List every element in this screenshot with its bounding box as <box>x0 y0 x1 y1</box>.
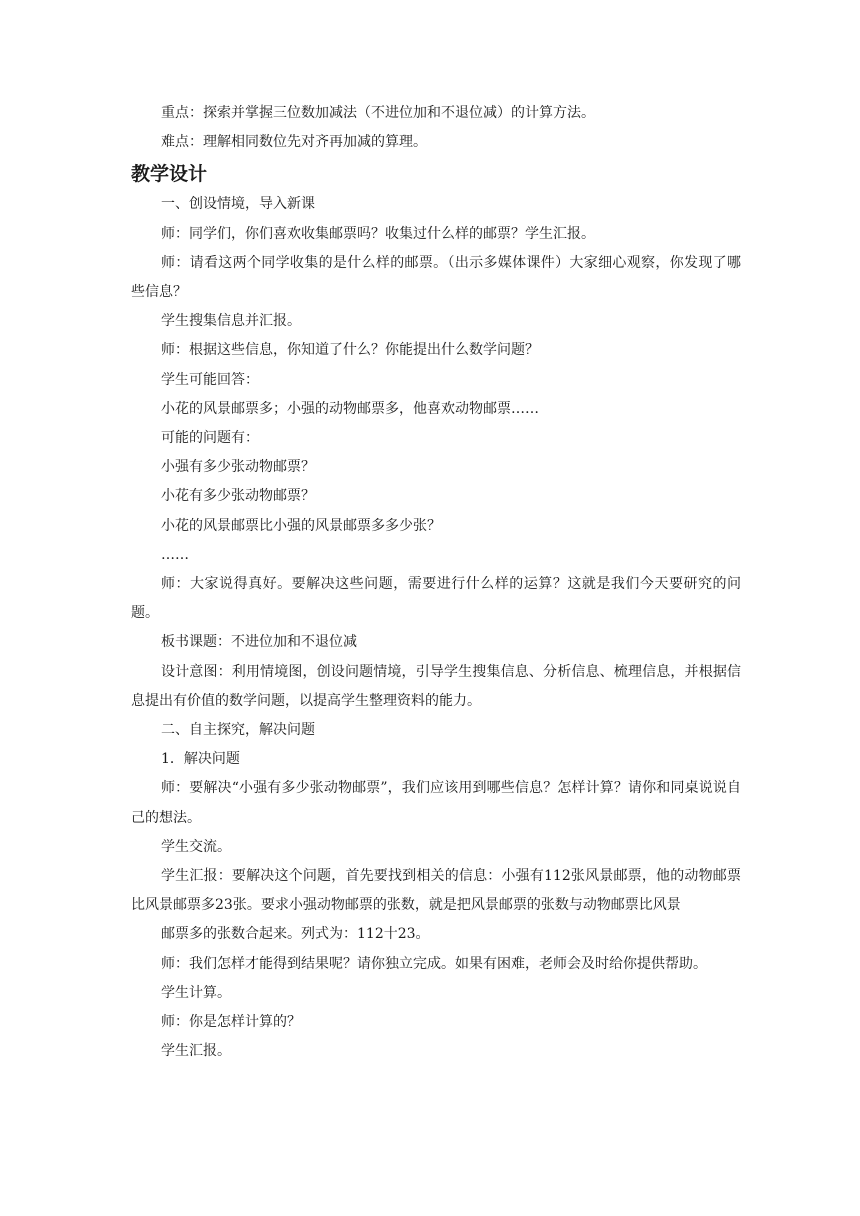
ellipsis-line: …… <box>161 546 189 563</box>
paragraph: 学生汇报：要解决这个问题，首先要找到相关的信息：小强有112张风景邮票，他的动物邮票比风景邮票多23张。要求小强动物邮票的张数，就是把风景邮票的张数与动物邮票比风景 <box>131 868 741 914</box>
section-heading: 教学设计 <box>131 163 208 186</box>
step-heading: 一、创设情境，导入新课 <box>161 196 315 213</box>
paragraph: 师：要解决“小强有多少张动物邮票”，我们应该用到哪些信息？怎样计算？请你和同桌说说自己的想法。 <box>131 780 741 826</box>
question-item: 小强有多少张动物邮票？ <box>161 459 315 476</box>
paragraph: 设计意图：利用情境图，创设问题情境，引导学生搜集信息、分析信息、梳理信息，并根据信息提出有价值的数学问题，以提高学生整理资料的能力。 <box>131 663 741 709</box>
paragraph: 师：同学们，你们喜欢收集邮票吗？收集过什么样的邮票？学生汇报。 <box>161 225 595 242</box>
question-item: 小花有多少张动物邮票？ <box>161 488 315 505</box>
key-point-paragraph: 重点：探索并掌握三位数加减法（不进位加和不退位减）的计算方法。 <box>161 105 595 121</box>
paragraph: 板书课题：不进位加和不退位减 <box>161 634 357 651</box>
paragraph: 师：你是怎样计算的？ <box>161 1014 301 1031</box>
paragraph: 学生可能回答： <box>161 371 259 388</box>
paragraph: 师：根据这些信息，你知道了什么？你能提出什么数学问题？ <box>161 342 539 359</box>
document-body <box>131 99 741 1067</box>
sub-step-heading: 1．解决问题 <box>161 751 240 768</box>
paragraph: 小花的风景邮票多；小强的动物邮票多，他喜欢动物邮票…… <box>161 400 539 417</box>
paragraph: 可能的问题有： <box>161 430 259 447</box>
paragraph: 学生交流。 <box>161 838 231 855</box>
paragraph: 学生汇报。 <box>161 1043 231 1060</box>
paragraph: 学生计算。 <box>161 984 231 1001</box>
paragraph: 邮票多的张数合起来。列式为：112十23。 <box>161 926 430 943</box>
question-item: 小花的风景邮票比小强的风景邮票多多少张？ <box>161 517 441 534</box>
paragraph: 师：请看这两个同学收集的是什么样的邮票。（出示多媒体课件）大家细心观察，你发现了哪些信息？ <box>131 254 741 301</box>
paragraph: 师：大家说得真好。要解决这些问题，需要进行什么样的运算？这就是我们今天要研究的问题。 <box>131 576 741 622</box>
difficulty-paragraph: 难点：理解相同数位先对齐再加减的算理。 <box>161 134 427 151</box>
paragraph: 师：我们怎样才能得到结果呢？请你独立完成。如果有困难，老师会及时给你提供帮助。 <box>161 955 707 972</box>
step-heading: 二、自主探究，解决问题 <box>161 722 315 739</box>
paragraph: 学生搜集信息并汇报。 <box>161 313 301 330</box>
